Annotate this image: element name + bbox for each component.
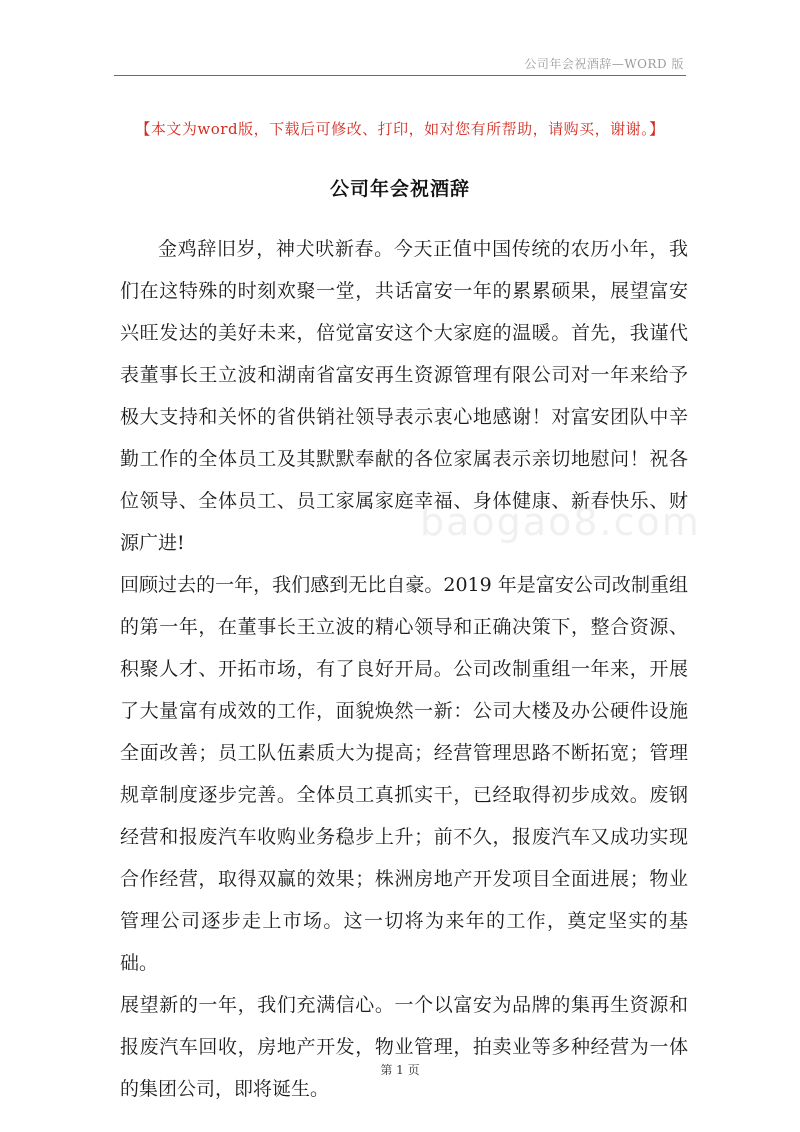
running-header: 公司年会祝酒辞—WORD 版 [524,57,684,71]
paragraph-outlook: 展望新的一年，我们充满信心。一个以富安为品牌的集再生资源和报废汽车回收，房地产开发，物业管理，拍卖业等多种经营为一体的集团公司，即将诞生。 [120,994,688,1100]
paragraph-greeting: 金鸡辞旧岁，神犬吠新春。今天正值中国传统的农历小年，我们在这特殊的时刻欢聚一堂，共话富安一年的累累硕果，展望富安兴旺发达的美好未来，倍觉富安这个大家庭的温暖。首先，我谨代表董事长王立波和湖南省富安再生资源管理有限公司对一年来给予极大支持和关怀的省供销社领导表示衷心地感谢！对富安团队中辛勤工作的全体员工及其默默奉献的各位家属表示亲切地慰问！祝各位领导、全体员工、员工家属家庭幸福、身体健康、新春快乐、财源广进! [120,238,688,554]
document-title: 公司年会祝酒辞 [329,178,470,200]
paragraph-review: 回顾过去的一年，我们感到无比自豪。2019 年是富安公司改制重组的第一年，在董事长王立波的精心领导和正确决策下，整合资源、积聚人才、开拓市场，有了良好开局。公司改制重组一年来，开展了大量富有成效的工作，面貌焕然一新：公司大楼及办公硬件设施全面改善；员工队伍素质大为提高；经营管理思路不断拓宽；管理规章制度逐步完善。全体员工真抓实干，已经取得初步成效。废钢经营和报废汽车收购业务稳步上升；前不久，报废汽车又成功实现合作经营，取得双赢的效果；株洲房地产开发项目全面进展；物业管理公司逐步走上市场。这一切将为来年的工作，奠定坚实的基础。 [120,574,688,974]
page-number: 第 1 页 [380,1063,420,1077]
document-body [120,228,688,1110]
watermark: baogao8.com [420,500,701,544]
purchase-notice: 【本文为word版，下载后可修改、打印，如对您有所帮助，请购买，谢谢。】 [135,120,665,138]
header-divider [114,75,686,76]
